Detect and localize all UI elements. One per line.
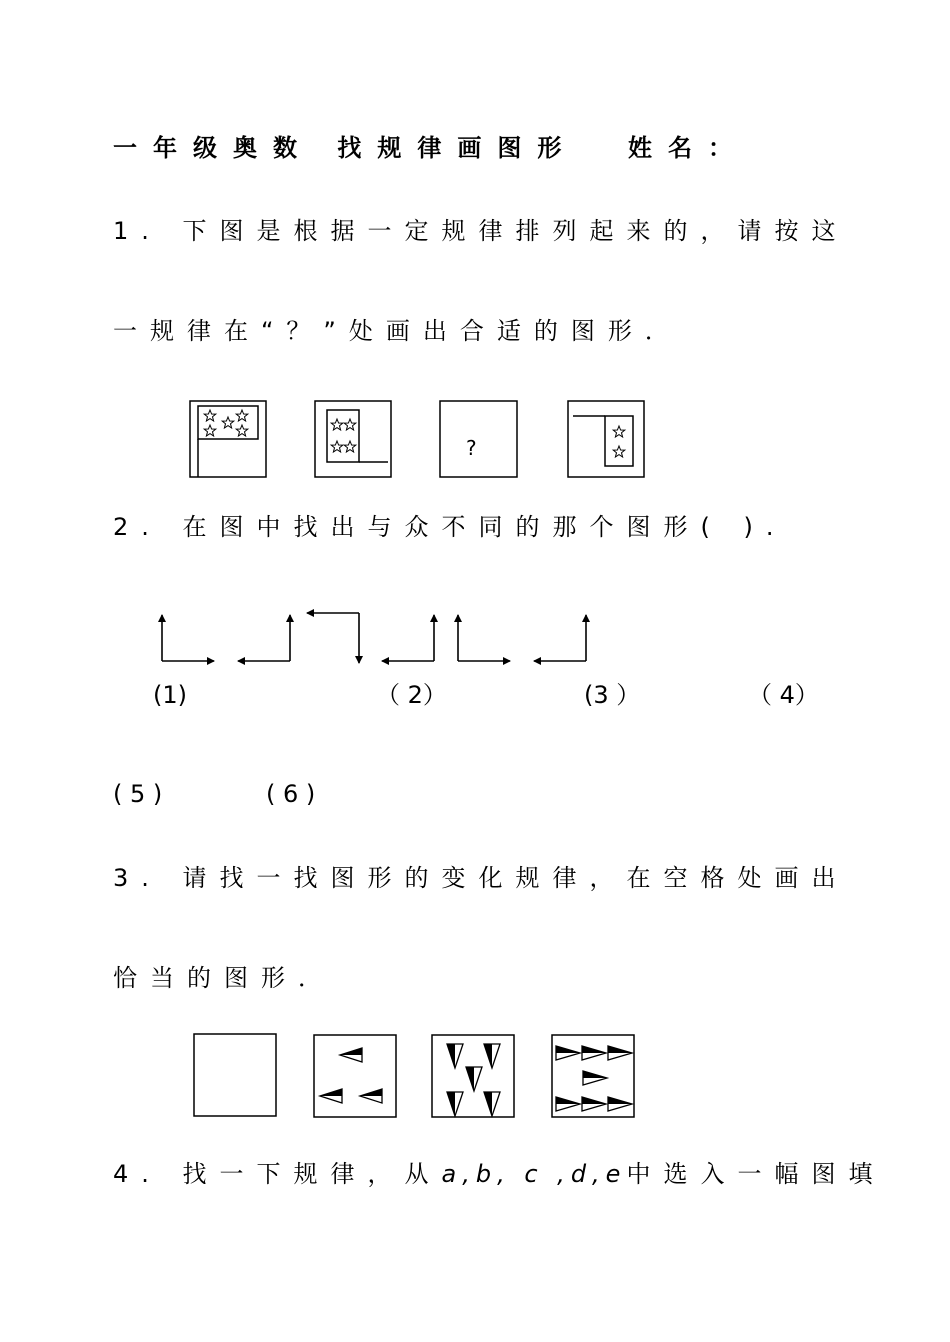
- q1-figure-4: [568, 401, 644, 477]
- q2-label-1: (1): [153, 681, 187, 709]
- star-icon: [613, 426, 625, 437]
- star-icon: [222, 417, 234, 428]
- q1-figures: [185, 396, 655, 482]
- q2-text: 2. 在图中找出与众不同的那个图形( ).: [113, 513, 787, 541]
- q2-figure-6: [534, 615, 586, 661]
- triangle-right-icon: [582, 1097, 606, 1111]
- triangle-left-icon: [360, 1089, 382, 1103]
- q2-figure-3: [307, 613, 359, 663]
- star-icon: [236, 410, 248, 421]
- triangle-down-icon: [447, 1044, 463, 1068]
- q1-figure-3: [440, 401, 517, 477]
- triangle-right-icon: [556, 1097, 580, 1111]
- triangle-left-icon: [340, 1048, 362, 1062]
- triangle-right-icon: [556, 1046, 580, 1060]
- q1-figure-1: [190, 401, 266, 477]
- triangle-down-icon: [484, 1044, 500, 1068]
- q2-label-4: （ 4）: [748, 681, 819, 709]
- star-icon: [344, 419, 356, 430]
- triangle-down-icon: [447, 1092, 463, 1116]
- q3-figure-1: [194, 1034, 276, 1116]
- triangle-down-icon: [484, 1092, 500, 1116]
- q2-figure-2: [238, 615, 290, 661]
- star-icon: [613, 446, 625, 457]
- q4-line: [113, 1159, 885, 1189]
- q4-options: a,b, c ,d,e: [441, 1160, 627, 1188]
- q1-line2: 一规律在“？”处画出合适的图形．: [113, 317, 682, 345]
- q2-figure-4: [382, 615, 434, 661]
- star-icon: [204, 425, 216, 436]
- q2-figures: [150, 603, 600, 669]
- q4-suffix: 中选入一幅图填: [626, 1160, 886, 1188]
- star-icon: [331, 441, 343, 452]
- q2-label-3: (3 ）: [584, 681, 641, 709]
- q3-figure-4: [552, 1035, 634, 1117]
- q2-figure-5: [458, 615, 510, 661]
- q2-label-6: ( 6 ): [266, 780, 316, 808]
- q3-line1: 3. 请找一找图形的变化规律，在空格处画出: [113, 864, 849, 892]
- title-text: 一年级奥数 找规律画图形: [113, 134, 578, 162]
- star-icon: [331, 419, 343, 430]
- triangle-right-icon: [608, 1097, 632, 1111]
- q1-figure-2: [315, 401, 391, 477]
- question-mark: ?: [466, 436, 477, 460]
- triangle-right-icon: [608, 1046, 632, 1060]
- q2-label-5: ( 5 ): [113, 780, 163, 808]
- q3-figure-2: [314, 1035, 396, 1117]
- name-label: 姓名：: [628, 134, 748, 162]
- page-title: [113, 133, 577, 163]
- triangle-right-icon: [583, 1071, 607, 1085]
- triangle-right-icon: [582, 1046, 606, 1060]
- q3-figure-3: [432, 1035, 514, 1117]
- q1-line1: 1. 下图是根据一定规律排列起来的，请按这: [113, 217, 849, 245]
- star-icon: [204, 410, 216, 421]
- q4-prefix: 4. 找一下规律，从: [113, 1160, 442, 1188]
- triangle-down-icon: [466, 1067, 482, 1091]
- q2-figure-1: [162, 615, 214, 661]
- triangle-left-icon: [320, 1089, 342, 1103]
- star-icon: [236, 425, 248, 436]
- star-icon: [344, 441, 356, 452]
- q2-label-2: （ 2）: [376, 681, 447, 709]
- q3-figures: [190, 1030, 640, 1122]
- q3-line2: 恰当的图形．: [113, 964, 335, 992]
